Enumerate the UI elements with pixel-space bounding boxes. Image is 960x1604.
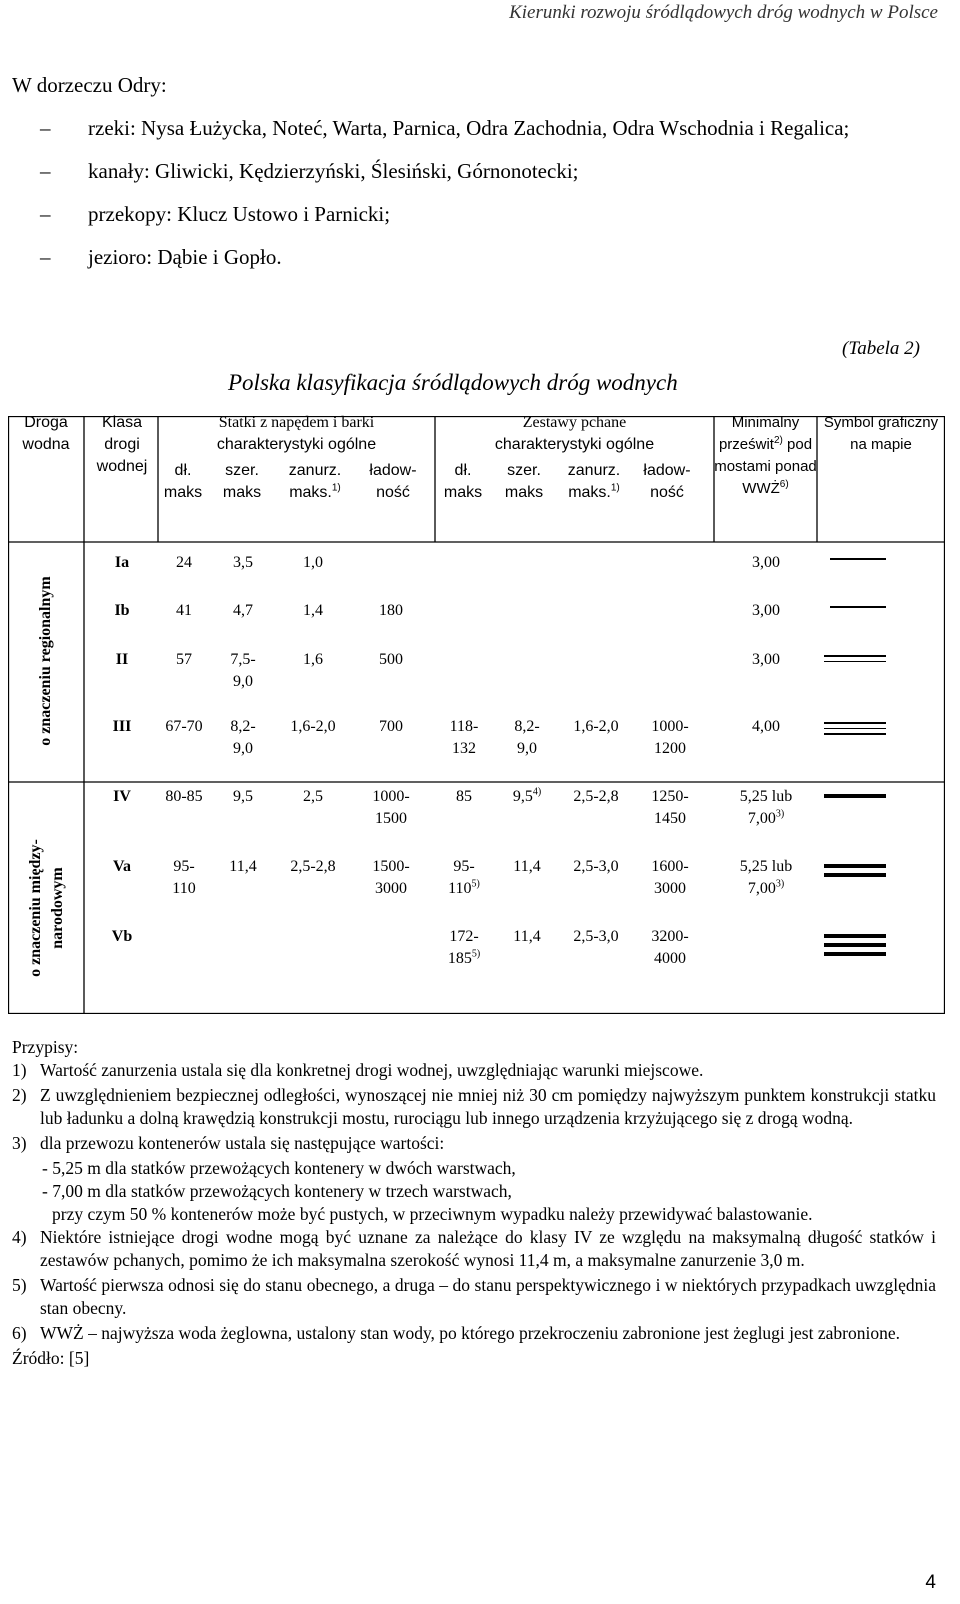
col-header-draught2: zanurz. maks.$^{1)}$ — [567, 462, 621, 501]
table-cell-szer: 9,5 — [233, 788, 253, 805]
col-header-clearance: Minimalny prześwit$^{2)}$ pod mostami ponad WWŻ$^{6)}$ — [714, 414, 817, 497]
col-header-class: Klasa drogi wodnej — [96, 414, 148, 475]
table-cell-zan: 1,6-2,0 — [290, 718, 336, 735]
source: Źródło: [5] — [12, 1348, 90, 1368]
table-cell-lad: 500 — [379, 651, 403, 668]
table-cell-dl: 67-70 — [165, 718, 203, 735]
table-cell-dl2: 172- 185$^{5)}$ — [447, 928, 481, 967]
footnote-3c: przy czym 50 % kontenerów może być pustych, w przeciwnym wypadku należy przewidywać balastowanie. — [52, 1204, 813, 1224]
table-cell-dl2: 95- 110$^{5)}$ — [448, 858, 480, 897]
table-cell-szer2: 8,2- 9,0 — [514, 718, 540, 757]
map-symbol-lines — [824, 722, 886, 736]
table-cell-szer: 11,4 — [229, 858, 257, 875]
table-cell-lad: 180 — [379, 602, 403, 619]
table-cell-zan2: 2,5-2,8 — [573, 788, 619, 805]
table-cell-lad2: 1000- 1200 — [651, 718, 689, 757]
table-cell-zan2: 1,6-2,0 — [573, 718, 619, 735]
table-cell-zan: 1,0 — [303, 554, 323, 571]
table-cell-min: 3,00 — [752, 602, 780, 619]
list-item: – jezioro: Dąbie i Gopło. — [40, 245, 282, 269]
group-label-regional: o znaczeniu regionalnym — [37, 576, 54, 746]
table-cell-dl2: 118- 132 — [449, 718, 479, 757]
col-header-vessels-char: charakterystyki ogólne — [216, 436, 377, 453]
col-header-capacity2: ładow-ność — [643, 462, 691, 501]
table-cell-cls: III — [112, 718, 132, 735]
col-header-capacity: ładow-ność — [369, 462, 417, 501]
table-cell-zan: 2,5 — [303, 788, 323, 805]
table-caption: Polska klasyfikacja śródlądowych dróg wodnych — [228, 370, 678, 395]
table-cell-szer2: 11,4 — [513, 858, 541, 875]
table-cell-min: 5,25 lub 7,00$^{3)}$ — [739, 858, 793, 897]
list-item: – kanały: Gliwicki, Kędzierzyński, Ślesiński, Górnonotecki; — [40, 159, 579, 183]
group-label-international: o znaczeniu między-narodowym — [27, 839, 66, 977]
table-cell-cls: Va — [112, 858, 132, 875]
table-cell-dl: 80-85 — [165, 788, 203, 805]
table-cell-dl2: 85 — [456, 788, 472, 805]
col-header-vessels: Statki z napędem i barki — [218, 414, 375, 431]
col-header-width: szer. maks — [222, 462, 262, 501]
table-cell-szer: 3,5 — [233, 554, 253, 571]
table-cell-cls: II — [115, 651, 129, 668]
col-header-pushed: Zestawy pchane — [522, 414, 627, 431]
table-cell-szer: 8,2- 9,0 — [230, 718, 256, 757]
table-cell-zan2: 2,5-3,0 — [573, 858, 619, 875]
footnote-3: 3) dla przewozu kontenerów ustala się następujące wartości: — [12, 1133, 445, 1153]
table-cell-cls: Ia — [114, 554, 130, 571]
table-grid-lines — [8, 416, 945, 1014]
col-header-symbol: Symbol graficzny na mapie — [823, 414, 939, 453]
table-cell-zan: 2,5-2,8 — [290, 858, 336, 875]
footnotes-title: Przypisy: — [12, 1037, 79, 1057]
table-cell-cls: IV — [113, 788, 131, 805]
footnote-5: 5) Wartość pierwsza odnosi się do stanu obecnego, a druga – do stanu perspektywicznego i w niektórych przypadkach uwzględnia stan obecny. — [12, 1275, 936, 1318]
running-header: Kierunki rozwoju śródlądowych dróg wodnych w Polsce — [509, 2, 938, 23]
footnote-1: 1) Wartość zanurzenia ustala się dla konkretnej drogi wodnej, uwzględniając warunki miejscowe. — [12, 1060, 704, 1080]
map-symbol-lines — [824, 794, 886, 808]
footnote-3a: - 5,25 m dla statków przewożących kontenery w dwóch warstwach, — [42, 1158, 516, 1178]
list-item: – rzeki: Nysa Łużycka, Noteć, Warta, Parnica, Odra Zachodnia, Odra Wschodnia i Regalica; — [40, 116, 850, 140]
table-cell-dl: 41 — [176, 602, 192, 619]
waterway-list — [40, 112, 945, 284]
table-cell-zan2: 2,5-3,0 — [573, 928, 619, 945]
list-item: – przekopy: Klucz Ustowo i Parnicki; — [40, 202, 391, 226]
map-symbol-lines — [824, 934, 886, 948]
table-cell-min: 4,00 — [752, 718, 780, 735]
col-header-width2: szer. maks — [504, 462, 544, 501]
footnote-4: 4) Niektóre istniejące drogi wodne mogą być uznane za należące do klasy IV ze względu na maksymalną długość statków i zestawów pchanych, pomimo że ich maksymalna szerokość wynosi 11,4 m, a maksymalne zanurzenie 3,0 m. — [12, 1227, 936, 1270]
table-cell-min: 3,00 — [752, 554, 780, 571]
table-cell-lad: 1500- 3000 — [372, 858, 410, 897]
table-cell-lad2: 3200- 4000 — [651, 928, 689, 967]
footnote-3b: - 7,00 m dla statków przewożących kontenery w trzech warstwach, — [42, 1181, 512, 1201]
table-cell-zan: 1,4 — [303, 602, 323, 619]
map-symbol-lines — [824, 655, 886, 669]
col-header-pushed-char: charakterystyki ogólne — [494, 436, 655, 453]
table-cell-dl: 24 — [176, 554, 192, 571]
section-title: W dorzeczu Odry: — [12, 73, 167, 97]
footnote-2: 2) Z uwzględnieniem bezpiecznej odległości, wynoszącej nie mniej niż 30 cm pomiędzy najwyższym punktem konstrukcji statku lub ładunku a dolną krawędzią konstrukcji mostu, rurociągu lub innego urządzenia krzyżującego się z drogą wodną. — [12, 1085, 936, 1128]
table-cell-zan: 1,6 — [303, 651, 323, 668]
table-cell-szer: 7,5- 9,0 — [230, 651, 256, 690]
table-cell-lad: 700 — [379, 718, 403, 735]
table-cell-min: 5,25 lub 7,00$^{3)}$ — [739, 788, 793, 827]
table-label: (Tabela 2) — [842, 338, 920, 359]
table-cell-szer: 4,7 — [233, 602, 253, 619]
col-header-length: dł. maks — [163, 462, 203, 501]
table-cell-cls: Vb — [111, 928, 133, 945]
table-cell-min: 3,00 — [752, 651, 780, 668]
map-symbol-lines — [830, 558, 886, 572]
table-cell-lad2: 1250- 1450 — [651, 788, 689, 827]
col-header-length2: dł. maks — [443, 462, 483, 501]
footnote-6: 6) WWŻ – najwyższa woda żeglowna, ustalony stan wody, po którego przekroczeniu zabronione jest żeglugi jest zabronione. — [12, 1323, 900, 1343]
table-cell-szer2: 9,5$^{4)}$ — [512, 786, 542, 805]
col-header-draught: zanurz. maks.$^{1)}$ — [288, 462, 342, 501]
classification-table — [8, 416, 945, 1014]
col-header-waterway: Droga wodna — [22, 414, 70, 453]
table-cell-szer2: 11,4 — [513, 928, 541, 945]
table-cell-lad: 1000- 1500 — [372, 788, 410, 827]
page-number: 4 — [925, 1572, 936, 1593]
footnotes — [12, 1036, 936, 1370]
map-symbol-lines — [830, 606, 886, 620]
table-cell-dl: 57 — [176, 651, 192, 668]
table-cell-dl: 95- 110 — [172, 858, 196, 897]
table-cell-cls: Ib — [114, 602, 130, 619]
table-cell-lad2: 1600- 3000 — [651, 858, 689, 897]
map-symbol-lines — [824, 864, 886, 878]
